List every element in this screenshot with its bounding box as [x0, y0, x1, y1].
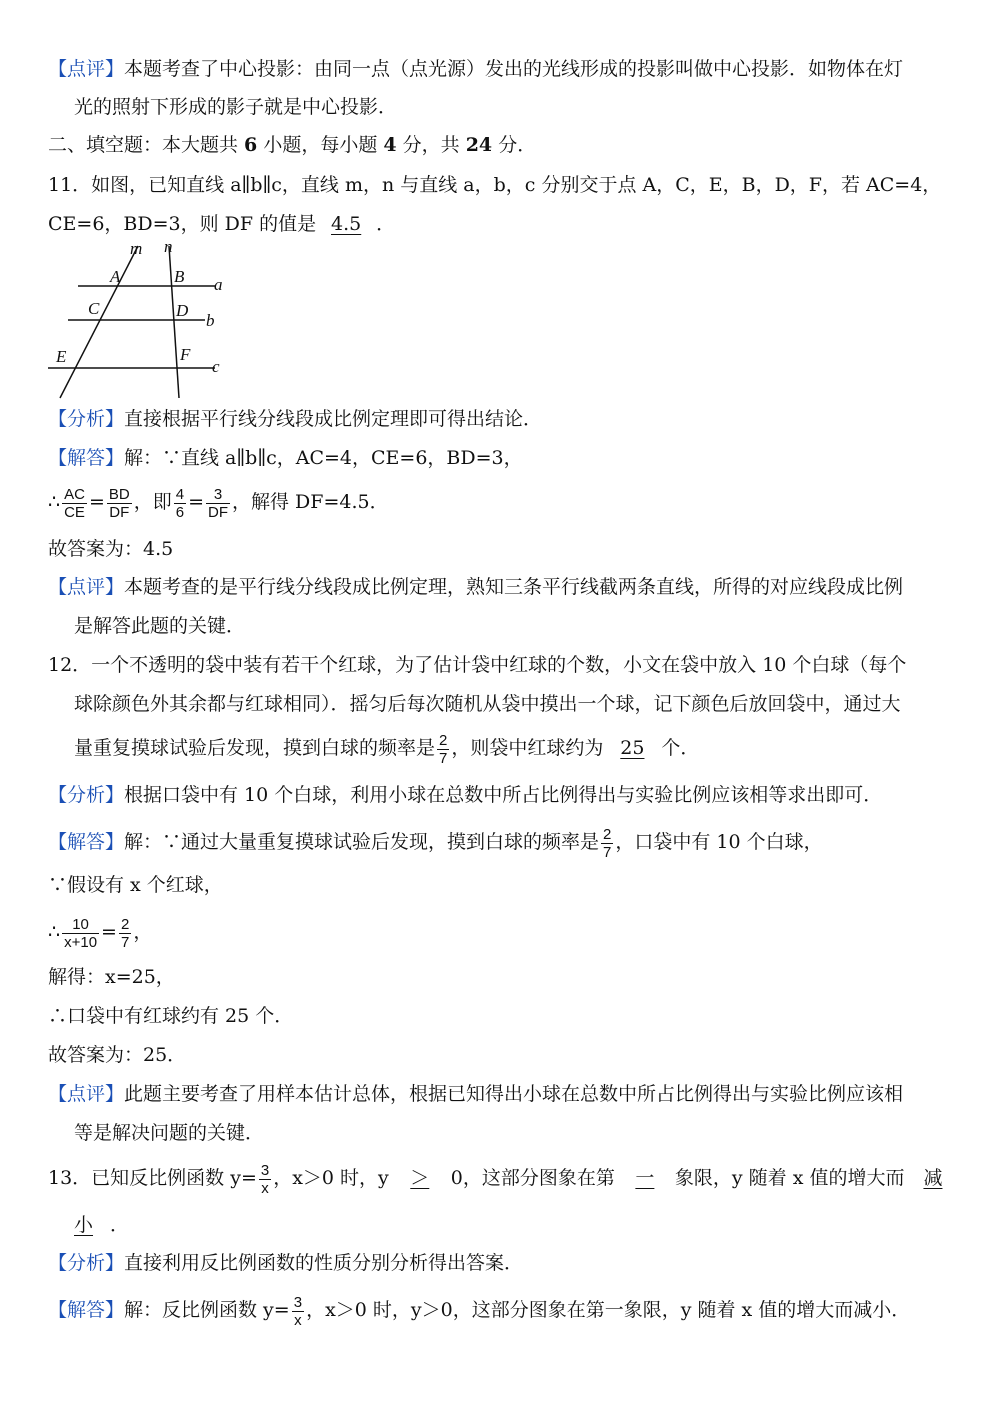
- q12-solution-line3: ∴ $\frac{10}{x+10}$ = $\frac{2}{7}$ ，: [48, 915, 153, 951]
- label-c: c: [212, 357, 220, 376]
- frac-2-7-c: $\frac{2}{7}$: [120, 915, 130, 951]
- frac-4-6: $\frac{4}{6}$: [175, 485, 185, 521]
- q13-blank-trend-a: 减: [923, 1167, 943, 1189]
- q10-comment-line1: 【点评】本题考查了中心投影：由同一点（点光源）发出的光线形成的投影叫做中心投影．如物体在灯: [48, 58, 904, 80]
- q10-comment-line2: 光的照射下形成的影子就是中心投影．: [74, 96, 398, 118]
- q12-answer-blank: 25: [620, 737, 645, 759]
- section-header: 二、填空题：本大题共 6 小题，每小题 4 分，共 24 分．: [48, 134, 537, 156]
- q11-answer-blank: 4.5: [331, 213, 362, 235]
- parallel-lines-figure: [40, 238, 240, 400]
- q12-analysis: 【分析】根据口袋中有 10 个白球，利用小球在总数中所占比例得出与实验比例应该相等求出即可．: [48, 784, 883, 806]
- q12-question-line1: 12．一个不透明的袋中装有若干个红球，为了估计袋中红球的个数，小文在袋中放入 10 个白球（每个: [48, 654, 907, 676]
- label-F: F: [180, 345, 191, 364]
- q11-final-answer: 故答案为：4.5: [48, 538, 174, 560]
- label-b: b: [206, 311, 215, 330]
- frac-2-7: $\frac{2}{7}$: [439, 731, 448, 767]
- q11-solution-line1: 【解答】解：∵直线 a∥b∥c，AC=4，CE=6，BD=3，: [48, 447, 523, 469]
- q11-solution-line2: ∴ $\frac{AC}{CE}$ = $\frac{BD}{DF}$ ，即 $\frac{4}{6}$ = $\frac{3}{DF}$ ，解得 DF=4.5．: [48, 485, 389, 521]
- frac-2-7-b: $\frac{2}{7}$: [603, 825, 612, 861]
- q12-comment-line1: 【点评】此题主要考查了用样本估计总体，根据已知得出小球在总数中所占比例得出与实验比例应该相: [48, 1083, 904, 1105]
- q11-question-line1: 11．如图，已知直线 a∥b∥c，直线 m，n 与直线 a，b，c 分别交于点 A，C，E，B，D，F，若 AC=4，: [48, 174, 942, 196]
- q12-solution-line5: ∴口袋中有红球约有 25 个．: [48, 1005, 294, 1027]
- label-B: B: [174, 267, 185, 286]
- q13-question-line2: 小 ．: [74, 1214, 130, 1236]
- q13-solution: 【解答】解：反比例函数 y= $\frac{3}{x}$ ，x＞0 时，y＞0，这部分图象在第一象限，y 随着 x 值的增大而减小．: [48, 1293, 911, 1329]
- frac-3-x: $\frac{3}{x}$: [260, 1161, 270, 1197]
- q11-question-line2: CE=6，BD=3，则 DF 的值是 4.5 ．: [48, 213, 396, 235]
- frac-3-df: $\frac{3}{DF}$: [207, 485, 228, 521]
- q11-analysis: 【分析】直接根据平行线分线段成比例定理即可得出结论．: [48, 408, 543, 430]
- q13-blank-sign: ＞: [410, 1167, 430, 1189]
- q12-solution-line2: ∵假设有 x 个红球，: [48, 874, 223, 896]
- frac-bd-df: $\frac{BD}{DF}$: [108, 485, 130, 521]
- q11-comment-line2: 是解答此题的关键．: [74, 615, 246, 637]
- frac-10-x10: $\frac{10}{x+10}$: [64, 915, 98, 951]
- label-n: n: [164, 238, 173, 256]
- q13-analysis: 【分析】直接利用反比例函数的性质分别分析得出答案．: [48, 1252, 524, 1274]
- q13-question-line1: 13．已知反比例函数 y= $\frac{3}{x}$ ，x＞0 时，y ＞ 0，这部分图象在第 一 象限，y 随着 x 值的增大而 减: [48, 1158, 942, 1198]
- q12-question-line2: 球除颜色外其余都与红球相同）．摇匀后每次随机从袋中摸出一个球，记下颜色后放回袋中，通过大: [74, 693, 901, 715]
- label-E: E: [56, 347, 67, 366]
- label-D: D: [176, 301, 189, 320]
- q12-comment-line2: 等是解决问题的关键．: [74, 1122, 265, 1144]
- q12-solution-line1: 【解答】解：∵通过大量重复摸球试验后发现，摸到白球的频率是 $\frac{2}{7}$ ，口袋中有 10 个白球，: [48, 825, 823, 861]
- comment-tag: 【点评】: [48, 58, 125, 80]
- q12-solution-line4: 解得：x=25，: [48, 966, 175, 988]
- frac-3-x-b: $\frac{3}{x}$: [293, 1293, 303, 1329]
- q13-blank-quadrant: 一: [635, 1167, 655, 1189]
- label-A: A: [110, 267, 121, 286]
- q12-question-line3: 量重复摸球试验后发现，摸到白球的频率是 $\frac{2}{7}$ ，则袋中红球约为 25 个．: [74, 728, 699, 768]
- label-m: m: [130, 239, 143, 258]
- label-a: a: [214, 275, 223, 294]
- q13-blank-trend-b: 小: [74, 1214, 94, 1236]
- frac-ac-ce: $\frac{AC}{CE}$: [64, 485, 85, 521]
- q11-comment-line1: 【点评】本题考查的是平行线分线段成比例定理，熟知三条平行线截两条直线，所得的对应线段成比例: [48, 576, 904, 598]
- line-m: [60, 246, 138, 398]
- label-C: C: [88, 299, 100, 318]
- q12-final-answer: 故答案为：25．: [48, 1044, 187, 1066]
